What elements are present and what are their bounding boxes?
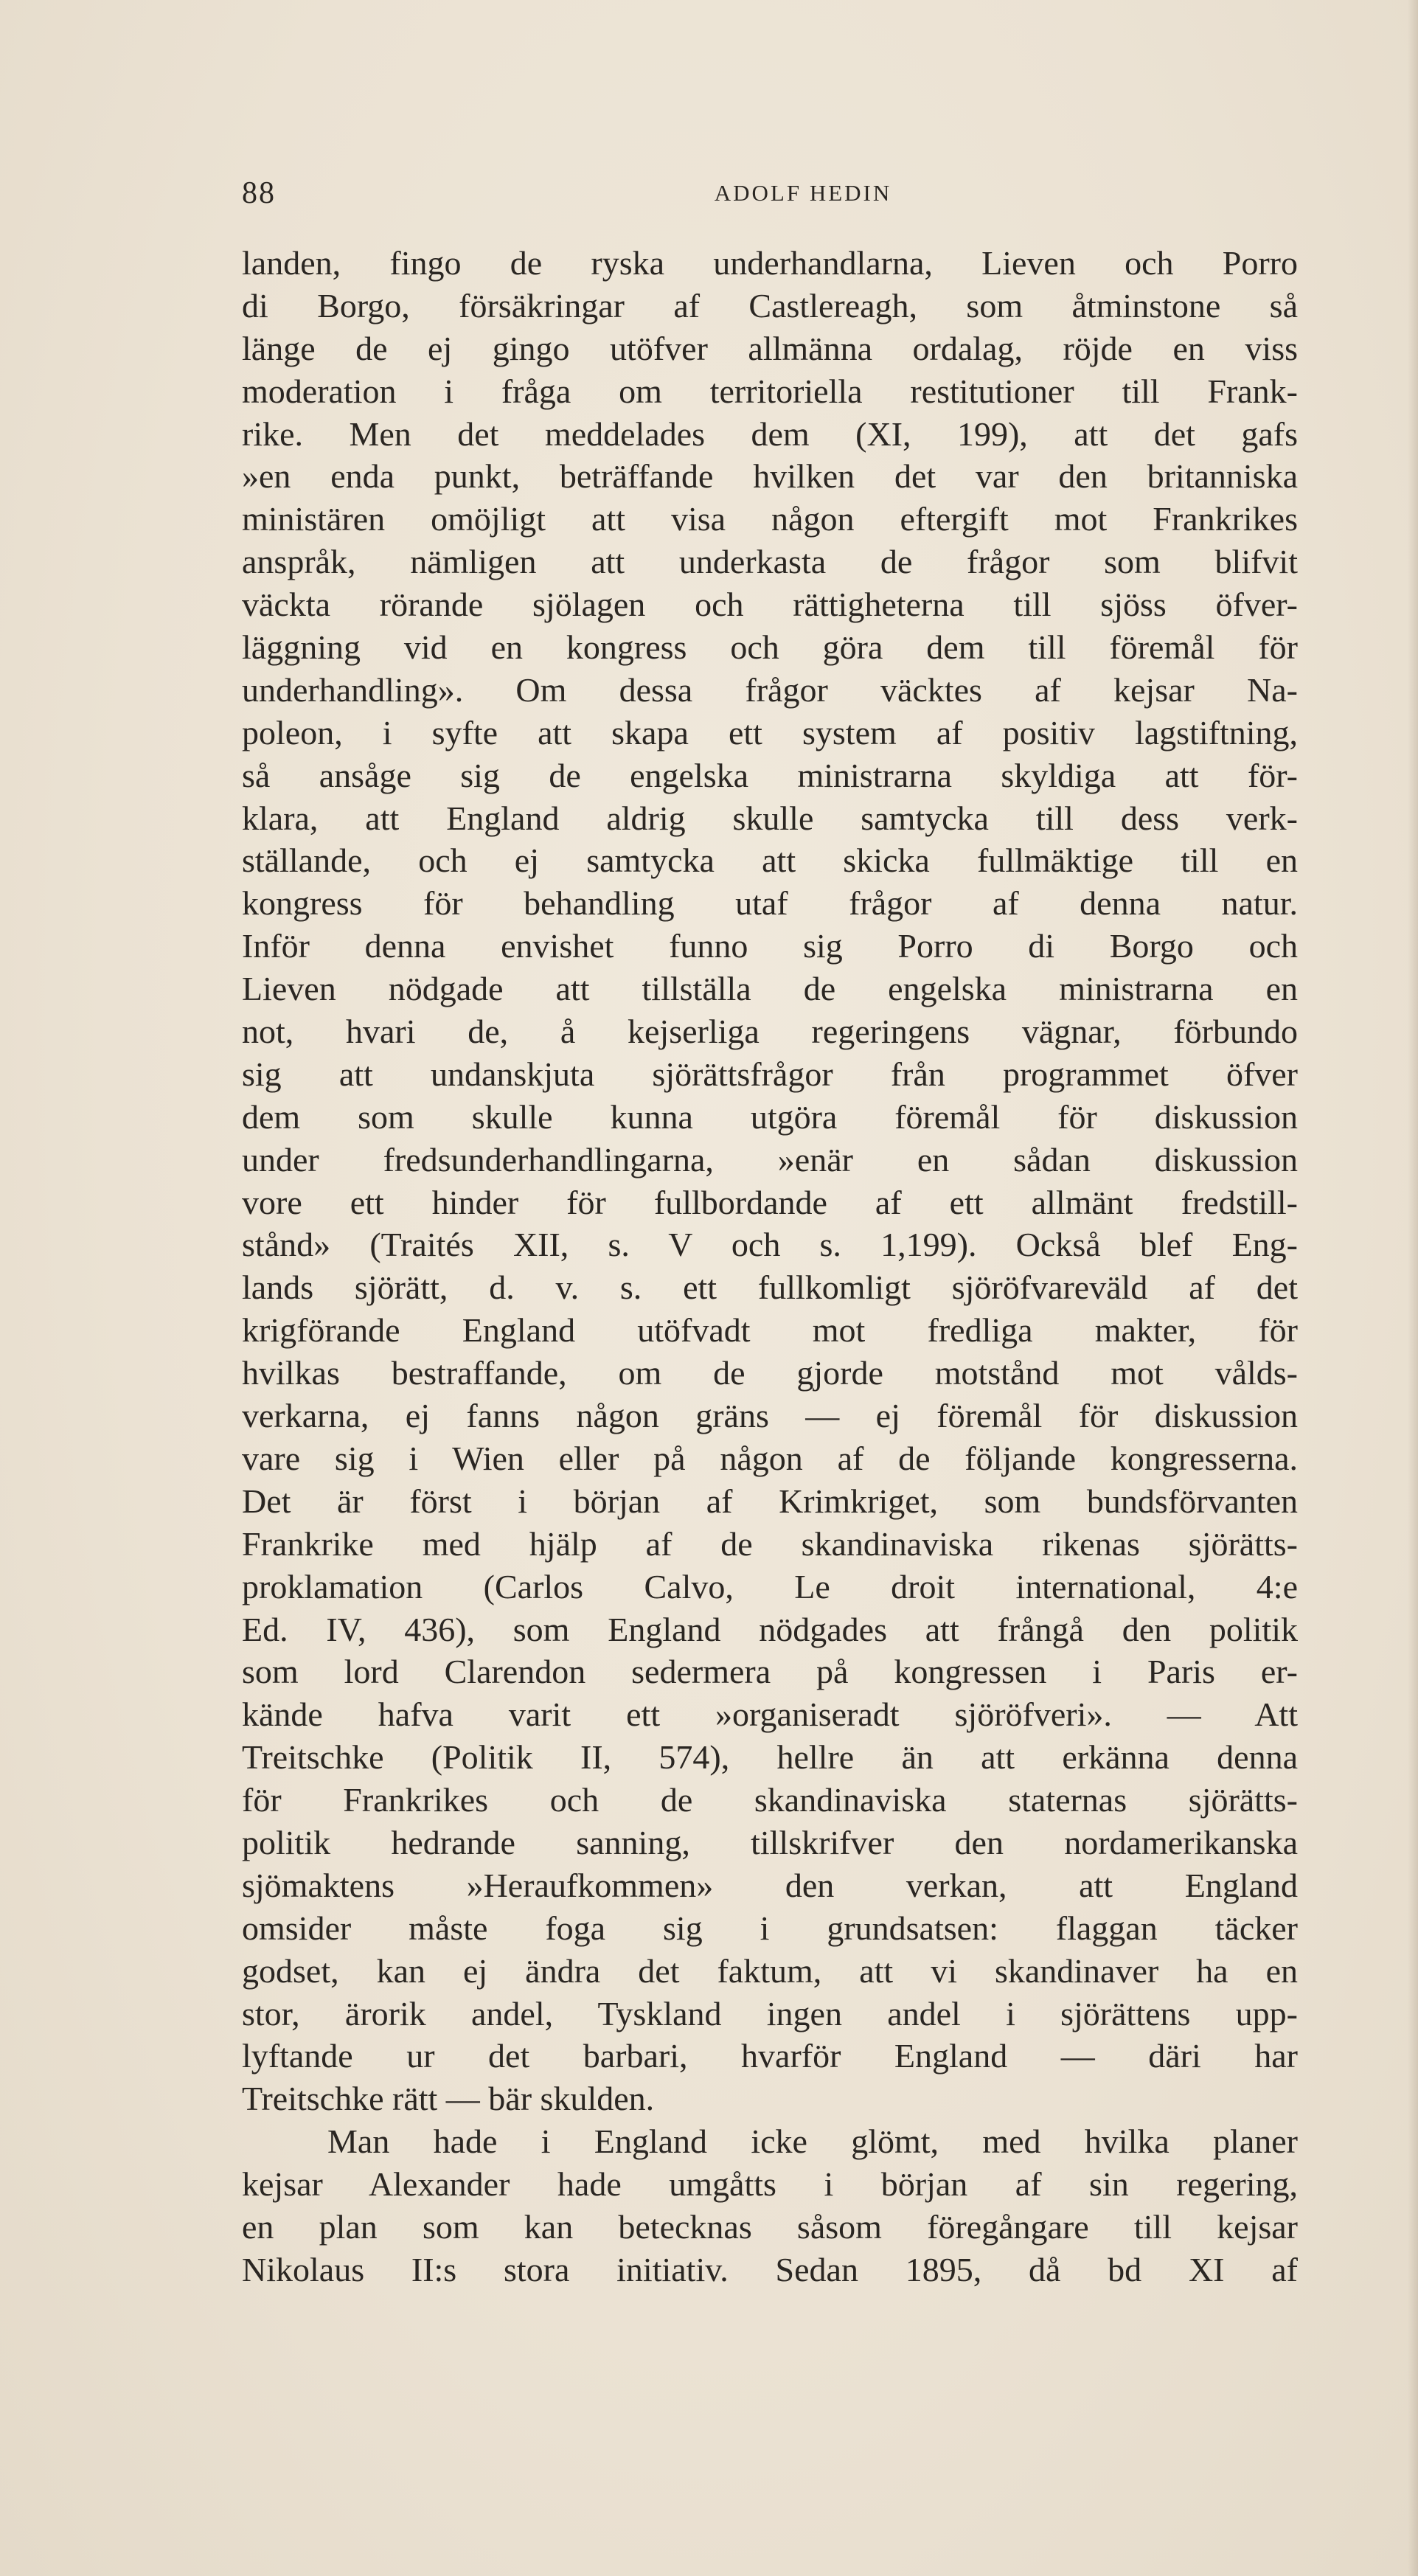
body-text xyxy=(242,242,1298,2291)
text-line: moderation i fråga om territoriella restitutioner till Frank- xyxy=(242,372,1298,410)
text-line: stånd» (Traités XII, s. V och s. 1,199). Också blef Eng- xyxy=(242,1226,1298,1264)
text-line: di Borgo, försäkringar af Castlereagh, som åtminstone så xyxy=(242,286,1298,324)
text-line: Man hade i England icke glömt, med hvilka planer xyxy=(327,2122,1298,2161)
text-line: väckta rörande sjölagen och rättigheterna till sjöss öfver- xyxy=(242,586,1298,624)
text-line: Lieven nödgade att tillställa de engelska ministrarna en xyxy=(242,970,1298,1008)
page-edge-shadow xyxy=(1408,0,1418,2576)
text-line: lyftande ur det barbari, hvarför England — däri har xyxy=(242,2037,1298,2075)
text-line: en plan som kan betecknas såsom föregångare till kejsar xyxy=(242,2207,1298,2246)
text-line: Inför denna envishet funno sig Porro di Borgo och xyxy=(242,927,1298,965)
text-line: vore ett hinder för fullbordande af ett allmänt fredstill- xyxy=(242,1183,1298,1221)
text-line: kände hafva varit ett »organiseradt sjöröfveri». — Att xyxy=(242,1695,1298,1734)
text-line: vare sig i Wien eller på någon af de följande kongresserna. xyxy=(242,1439,1298,1477)
text-line: klara, att England aldrig skulle samtycka till dess verk- xyxy=(242,799,1298,837)
text-line: under fredsunderhandlingarna, »enär en sådan diskussion xyxy=(242,1140,1298,1178)
text-line: krigförande England utöfvadt mot fredliga makter, för xyxy=(242,1311,1298,1350)
text-line: godset, kan ej ändra det faktum, att vi skandinaver ha en xyxy=(242,1951,1298,1990)
text-line: som lord Clarendon sedermera på kongressen i Paris er- xyxy=(242,1653,1298,1691)
running-head xyxy=(242,171,1298,215)
text-line: landen, fingo de ryska underhandlarna, Lieven och Porro xyxy=(242,244,1298,282)
text-line: kejsar Alexander hade umgåtts i början af sin regering, xyxy=(242,2165,1298,2204)
text-line: så ansåge sig de engelska ministrarna skyldiga att för- xyxy=(242,756,1298,794)
text-line: för Frankrikes och de skandinaviska staternas sjörätts- xyxy=(242,1781,1298,1819)
text-line: stor, ärorik andel, Tyskland ingen andel i sjörättens upp- xyxy=(242,1994,1298,2032)
text-line: politik hedrande sanning, tillskrifver den nordamerikanska xyxy=(242,1823,1298,1861)
text-line: omsider måste foga sig i grundsatsen: flaggan täcker xyxy=(242,1909,1298,1947)
text-line: ställande, och ej samtycka att skicka fullmäktige till en xyxy=(242,841,1298,880)
text-line: sjömaktens »Heraufkommen» den verkan, att England xyxy=(242,1866,1298,1904)
text-line: verkarna, ej fanns någon gräns — ej föremål för diskussion xyxy=(242,1397,1298,1435)
text-line: Ed. IV, 436), som England nödgades att frångå den politik xyxy=(242,1610,1298,1648)
running-title: ADOLF HEDIN xyxy=(714,180,892,206)
text-line: proklamation (Carlos Calvo, Le droit international, 4:e xyxy=(242,1567,1298,1605)
text-line: Frankrike med hjälp af de skandinaviska rikenas sjörätts- xyxy=(242,1524,1298,1563)
text-line: lands sjörätt, d. v. s. ett fullkomligt sjöröfvareväld af det xyxy=(242,1268,1298,1307)
text-line: anspråk, nämligen att underkasta de frågor som blifvit xyxy=(242,543,1298,581)
text-line: underhandling». Om dessa frågor väcktes af kejsar Na- xyxy=(242,670,1298,709)
text-line: läggning vid en kongress och göra dem till föremål för xyxy=(242,628,1298,667)
text-line: dem som skulle kunna utgöra föremål för diskussion xyxy=(242,1097,1298,1136)
page-number: 88 xyxy=(242,176,276,210)
text-line: sig att undanskjuta sjörättsfrågor från programmet öfver xyxy=(242,1055,1298,1093)
text-line: länge de ej gingo utöfver allmänna ordalag, röjde en viss xyxy=(242,329,1298,367)
text-line: »en enda punkt, beträffande hvilken det var den britanniska xyxy=(242,457,1298,496)
text-line: Det är först i början af Krimkriget, som bundsförvanten xyxy=(242,1482,1298,1520)
text-line: rike. Men det meddelades dem (XI, 199), att det gafs xyxy=(242,414,1298,453)
text-line: Treitschke (Politik II, 574), hellre än att erkänna denna xyxy=(242,1738,1298,1777)
text-line: kongress för behandling utaf frågor af denna natur. xyxy=(242,884,1298,923)
text-line: Nikolaus II:s stora initiativ. Sedan 1895, då bd XI af xyxy=(242,2250,1298,2288)
text-line: not, hvari de, å kejserliga regeringens vägnar, förbundo xyxy=(242,1013,1298,1051)
text-line: ministären omöjligt att visa någon eftergift mot Frankrikes xyxy=(242,500,1298,538)
text-line: hvilkas bestraffande, om de gjorde motstånd mot vålds- xyxy=(242,1354,1298,1392)
text-line: poleon, i syfte att skapa ett system af positiv lagstiftning, xyxy=(242,713,1298,751)
text-line: Treitschke rätt — bär skulden. xyxy=(242,2080,655,2118)
